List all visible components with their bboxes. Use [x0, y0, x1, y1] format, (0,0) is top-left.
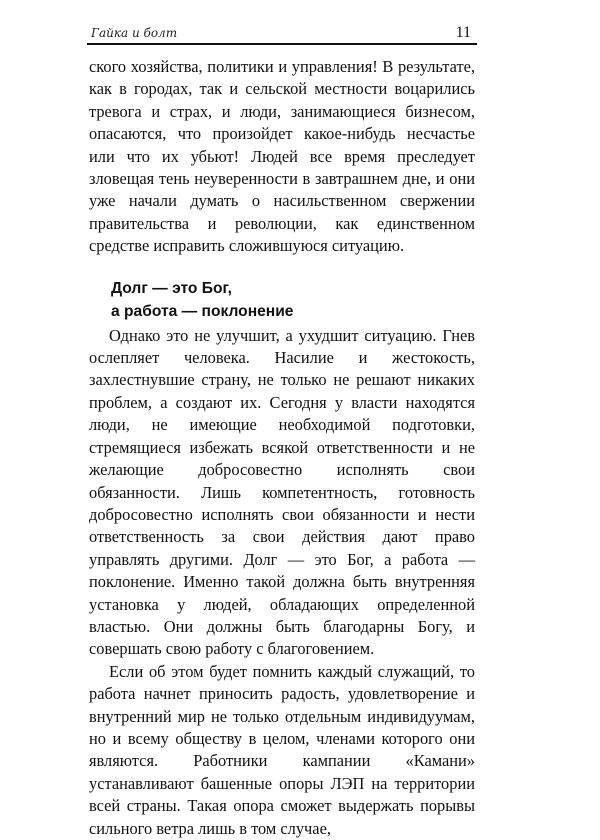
intro-paragraph: ского хозяйства, политики и управления! В результате, как в городах, так и сельской местности воцарились тревога и страх, и люди, занимающиеся бизнесом, опасаются, что произойдет какое-нибудь несчастье или что их убьют! Людей все время преследует зловещая тень неуверенности в завтрашнем дне, и они уже начали думать о насильственном свержении правительства и революции, как единственном средстве исправить сложившуюся ситуацию. — [89, 57, 475, 256]
page-number: 11 — [455, 24, 471, 41]
section-paragraph-2: Если об этом будет помнить каждый служащий, то работа начнет приносить радость, удовлетворение и внутренний мир не только отдельным индивидуумам, но и всему обществу в целом, членами которого они являются. Работники кампании «Камани» устанавливают башенные опоры ЛЭП на территории всей страны. Такая опора сможет выдержать порывы сильного ветра лишь в том случае, — [89, 661, 475, 838]
header-rule — [87, 43, 477, 45]
running-title: Гайка и болт — [91, 26, 178, 40]
section-heading — [89, 277, 475, 323]
section-paragraph-1: Однако это не улучшит, а ухудшит ситуацию. Гнев ослепляет человека. Насилие и жестокость, захлестнувшие страну, не только не решают никаких проблем, а создают их. Сегодня у власти находятся люди, не имеющие необходимой подготовки, стремящиеся избежать всякой ответственности и не желающие добросовестно исполнять свои обязанности. Лишь компетентность, готовность добросовестно исполнять свои обязанности и нести ответственность за свои действия дают право управлять другими. Долг — это Бог, а работа — поклонение. Именно такой должна быть внутренняя установка у людей, обладающих определенной властью. Они должны быть благодарны Богу, и совершать свою работу с благоговением. — [89, 325, 475, 659]
section-heading-line-2: а работа — поклонение — [111, 302, 294, 320]
running-header — [87, 22, 477, 46]
section-heading-line-1: Долг — это Бог, — [111, 279, 232, 297]
body-text — [89, 56, 475, 840]
